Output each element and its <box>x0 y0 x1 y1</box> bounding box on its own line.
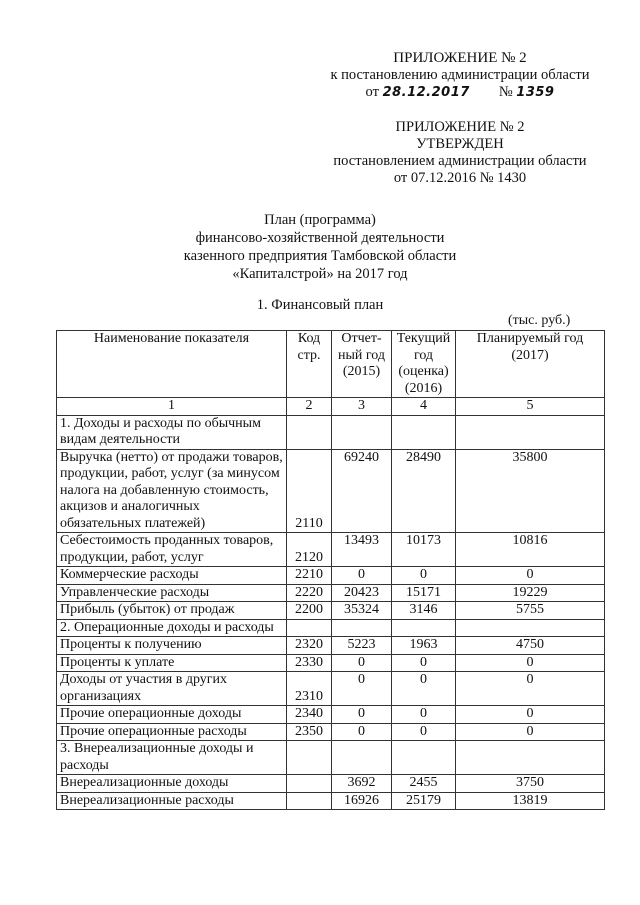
value-2017: 35800 <box>456 449 605 533</box>
value-2016: 0 <box>392 567 456 585</box>
table-row <box>57 533 605 567</box>
value-2016: 25179 <box>392 792 456 810</box>
value-2016: 3146 <box>392 602 456 620</box>
value-2015: 13493 <box>332 533 392 567</box>
appendix-header <box>300 50 620 101</box>
value-2016: 2455 <box>392 775 456 793</box>
table-row <box>57 415 605 449</box>
value-2017: 4750 <box>456 637 605 655</box>
row-name: 2. Операционные доходы и расходы <box>57 619 287 637</box>
row-code: 2200 <box>287 602 332 620</box>
index-cell: 3 <box>332 398 392 416</box>
value-2015: 5223 <box>332 637 392 655</box>
units-label: (тыс. руб.) <box>508 313 571 328</box>
value-2016: 0 <box>392 672 456 706</box>
value-2016 <box>392 415 456 449</box>
value-2017: 19229 <box>456 584 605 602</box>
row-name: Прочие операционные доходы <box>57 706 287 724</box>
value-2015 <box>332 415 392 449</box>
table-row <box>57 775 605 793</box>
index-cell: 2 <box>287 398 332 416</box>
handwritten-date: 28.12.2017 <box>382 85 470 100</box>
row-code: 2120 <box>287 533 332 567</box>
table-row <box>57 567 605 585</box>
financial-plan-table <box>56 330 605 810</box>
index-cell: 1 <box>57 398 287 416</box>
row-code: 2220 <box>287 584 332 602</box>
approval-decree: постановлением администрации области <box>333 153 587 169</box>
value-2016 <box>392 619 456 637</box>
header-name: Наименование показателя <box>57 331 287 398</box>
table-row <box>57 637 605 655</box>
value-2017: 0 <box>456 723 605 741</box>
value-2016: 28490 <box>392 449 456 533</box>
value-2016: 15171 <box>392 584 456 602</box>
value-2017 <box>456 619 605 637</box>
handwritten-number: 1359 <box>516 85 555 100</box>
index-cell: 4 <box>392 398 456 416</box>
row-name: Прибыль (убыток) от продаж <box>57 602 287 620</box>
row-code: 2320 <box>287 637 332 655</box>
table-row <box>57 723 605 741</box>
value-2015: 0 <box>332 567 392 585</box>
value-2017: 0 <box>456 706 605 724</box>
appendix-decree: к постановлению администрации области <box>330 67 590 83</box>
from-label: от <box>365 84 379 100</box>
value-2015: 0 <box>332 654 392 672</box>
value-2015: 35324 <box>332 602 392 620</box>
row-name: Внереализационные расходы <box>57 792 287 810</box>
value-2015 <box>332 741 392 775</box>
value-2017: 10816 <box>456 533 605 567</box>
title-line: финансово-хозяйственной деятельности <box>195 230 445 246</box>
value-2015 <box>332 619 392 637</box>
row-code <box>287 792 332 810</box>
appendix-title: ПРИЛОЖЕНИЕ № 2 <box>393 50 527 66</box>
row-code: 2210 <box>287 567 332 585</box>
value-2016: 1963 <box>392 637 456 655</box>
value-2017: 0 <box>456 672 605 706</box>
row-name: 3. Внереализационные доходы и расходы <box>57 741 287 775</box>
value-2015: 16926 <box>332 792 392 810</box>
section-title: 1. Финансовый план <box>256 297 384 313</box>
value-2015: 0 <box>332 706 392 724</box>
table-row <box>57 741 605 775</box>
value-2017 <box>456 415 605 449</box>
table-row <box>57 449 605 533</box>
value-2016: 10173 <box>392 533 456 567</box>
title-line: «Капиталстрой» на 2017 год <box>232 266 408 282</box>
row-name: Себестоимость проданных товаров, продукции, работ, услуг <box>57 533 287 567</box>
value-2016: 0 <box>392 706 456 724</box>
value-2016: 0 <box>392 723 456 741</box>
row-code <box>287 415 332 449</box>
row-name: Проценты к получению <box>57 637 287 655</box>
index-row <box>57 398 605 416</box>
value-2016: 0 <box>392 654 456 672</box>
value-2015: 0 <box>332 672 392 706</box>
approval-appendix-title: ПРИЛОЖЕНИЕ № 2 <box>395 119 525 135</box>
approval-date-number: от 07.12.2016 № 1430 <box>393 170 527 186</box>
value-2017: 0 <box>456 654 605 672</box>
value-2017: 13819 <box>456 792 605 810</box>
row-name: Внереализационные доходы <box>57 775 287 793</box>
index-cell: 5 <box>456 398 605 416</box>
row-code: 2330 <box>287 654 332 672</box>
header-2017: Планируемый год (2017) <box>456 331 605 398</box>
value-2015: 69240 <box>332 449 392 533</box>
row-code: 2350 <box>287 723 332 741</box>
number-label: № <box>498 84 513 100</box>
title-line: казенного предприятия Тамбовской области <box>183 248 457 264</box>
value-2017 <box>456 741 605 775</box>
approval-approved: УТВЕРЖДЕН <box>416 136 504 152</box>
header-2015: Отчет-ный год (2015) <box>332 331 392 398</box>
value-2015: 20423 <box>332 584 392 602</box>
value-2016 <box>392 741 456 775</box>
table-row <box>57 792 605 810</box>
header-code: Код стр. <box>287 331 332 398</box>
row-name: Прочие операционные расходы <box>57 723 287 741</box>
value-2017: 0 <box>456 567 605 585</box>
row-name: Коммерческие расходы <box>57 567 287 585</box>
row-code <box>287 775 332 793</box>
approval-header <box>300 119 620 187</box>
document-title <box>150 211 490 283</box>
table-row <box>57 602 605 620</box>
value-2015: 3692 <box>332 775 392 793</box>
row-code <box>287 619 332 637</box>
table-row <box>57 584 605 602</box>
table-row <box>57 672 605 706</box>
row-name: Управленческие расходы <box>57 584 287 602</box>
value-2015: 0 <box>332 723 392 741</box>
row-name: Доходы от участия в других организациях <box>57 672 287 706</box>
row-code: 2340 <box>287 706 332 724</box>
appendix-date-line <box>300 84 620 101</box>
table-row <box>57 619 605 637</box>
title-line: План (программа) <box>264 212 376 228</box>
row-code <box>287 741 332 775</box>
header-row <box>57 331 605 398</box>
row-code: 2110 <box>287 449 332 533</box>
value-2017: 3750 <box>456 775 605 793</box>
table-row <box>57 654 605 672</box>
header-2016: Текущий год (оценка) (2016) <box>392 331 456 398</box>
row-name: 1. Доходы и расходы по обычным видам деятельности <box>57 415 287 449</box>
row-code: 2310 <box>287 672 332 706</box>
table-row <box>57 706 605 724</box>
row-name: Проценты к уплате <box>57 654 287 672</box>
row-name: Выручка (нетто) от продажи товаров, продукции, работ, услуг (за минусом налога на добавленную стоимость, акцизов и аналогичных обязательных платежей) <box>57 449 287 533</box>
value-2017: 5755 <box>456 602 605 620</box>
